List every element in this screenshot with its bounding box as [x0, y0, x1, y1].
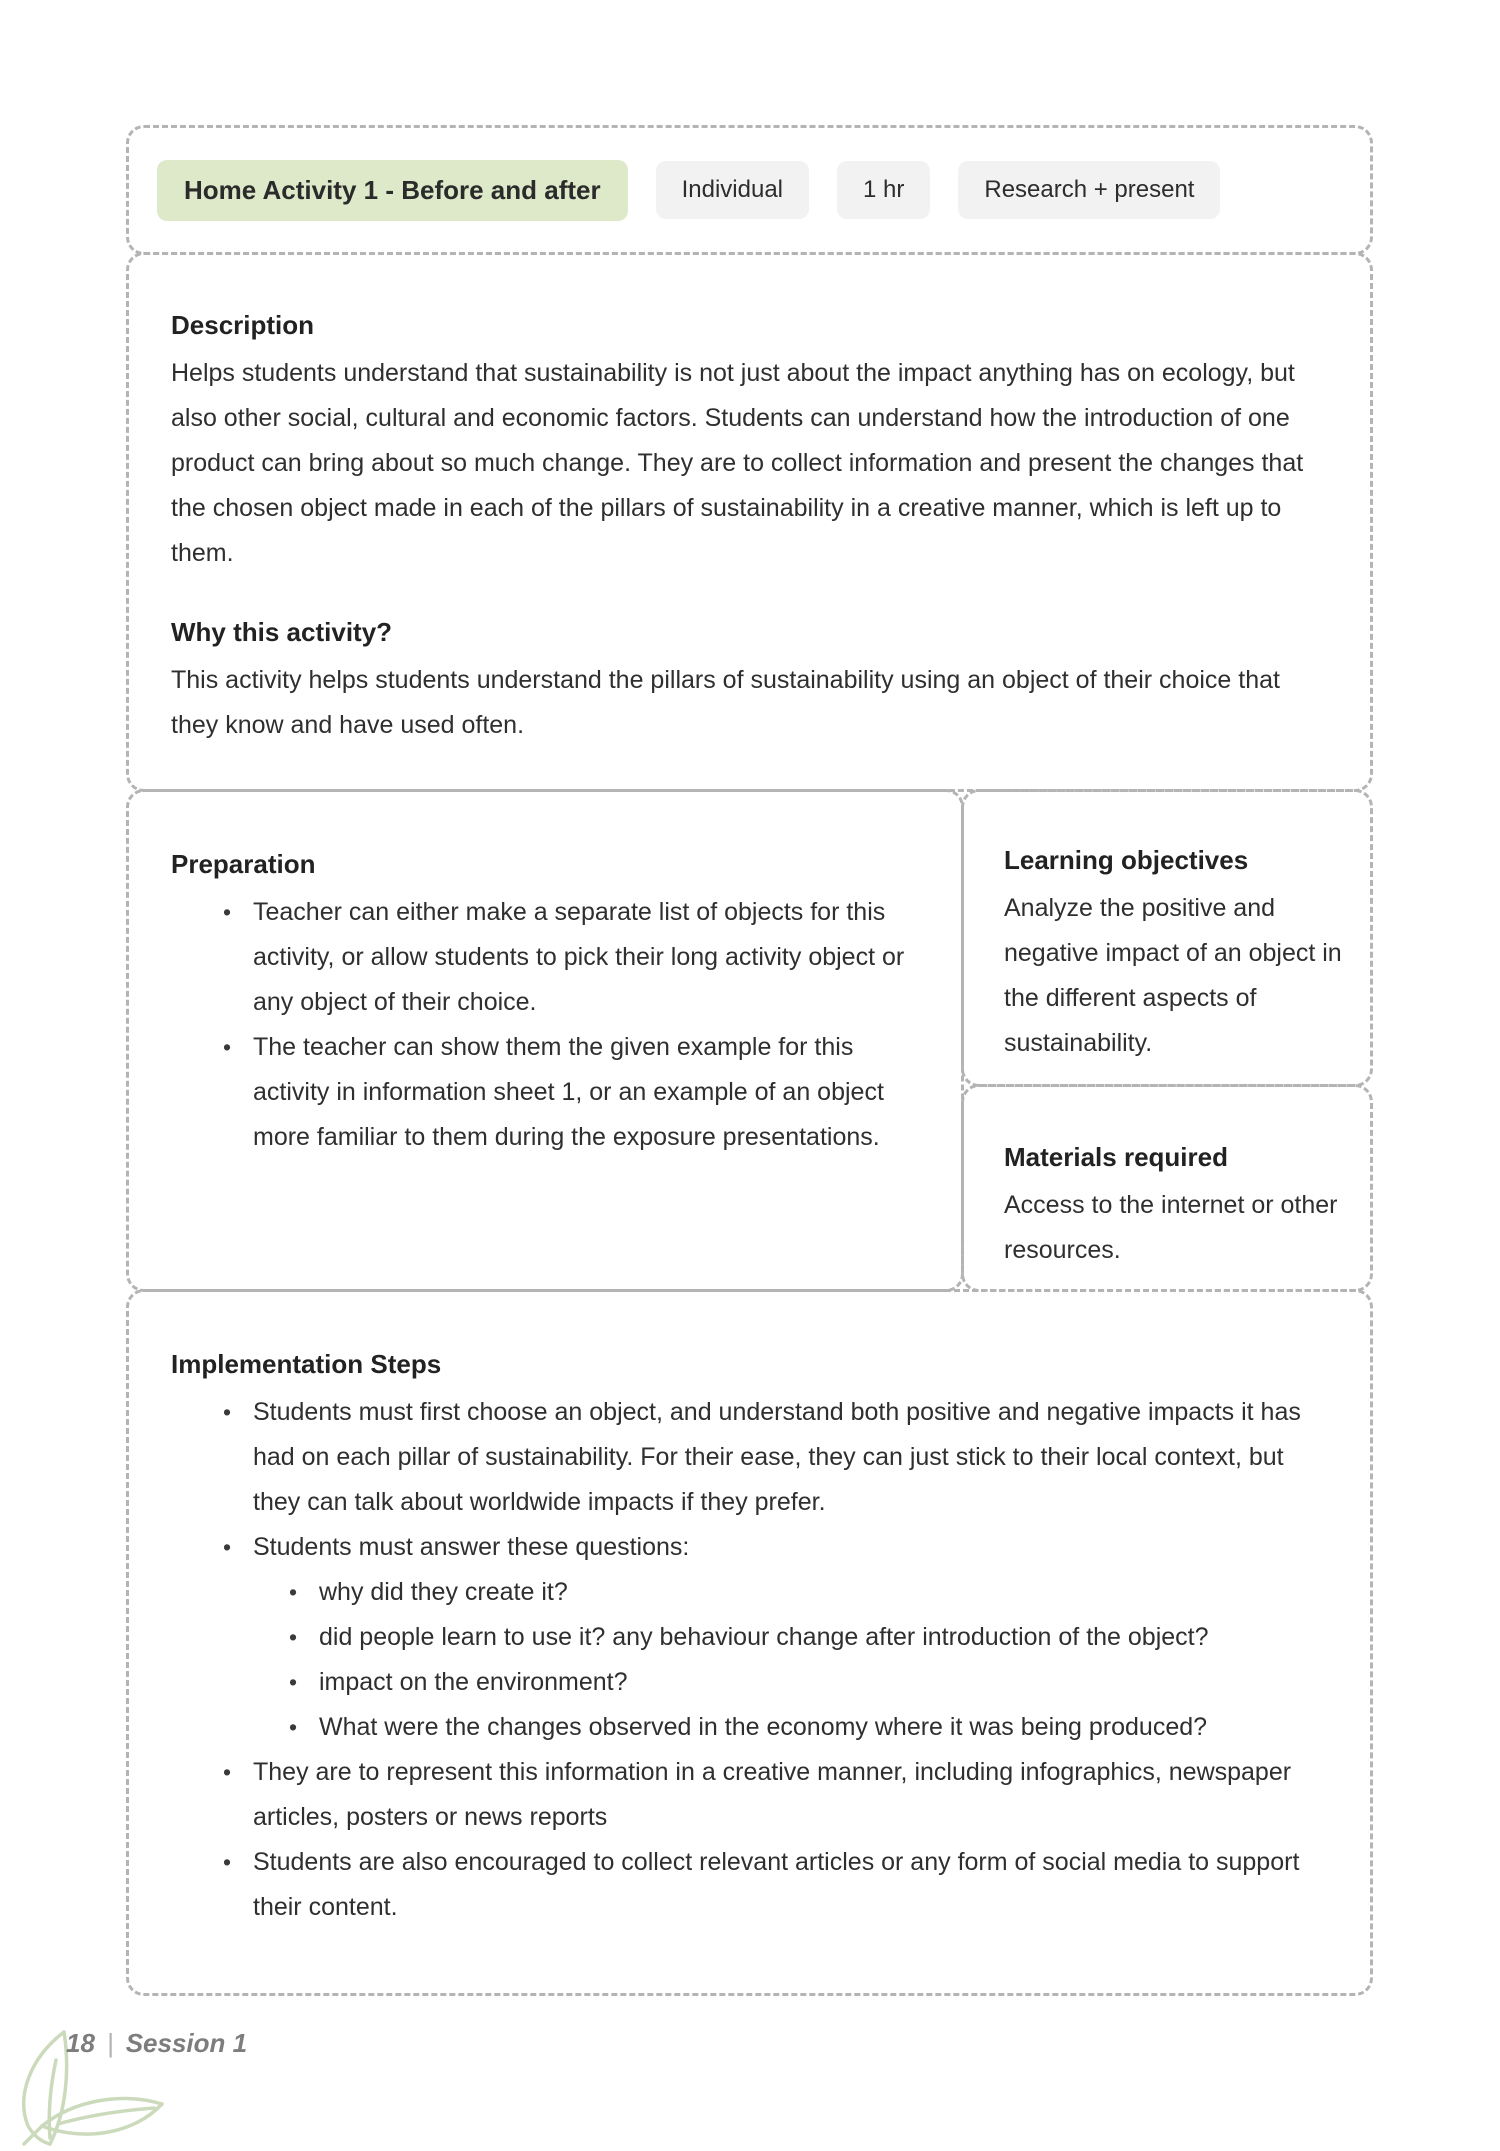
preparation-list	[171, 890, 931, 1160]
list-item: • What were the changes observed in the economy where it was being produced?	[275, 1705, 1330, 1750]
page-number: 18	[66, 2028, 95, 2058]
footer-separator: |	[106, 2028, 114, 2058]
list-item: • Students are also encouraged to collect relevant articles or any form of social media to support their content.	[209, 1840, 1330, 1930]
activity-title-pill: Home Activity 1 - Before and after	[157, 160, 628, 221]
session-label: Session 1	[125, 2028, 248, 2058]
list-item: • They are to represent this information in a creative manner, including infographics, newspaper articles, posters or news reports	[209, 1750, 1330, 1840]
implementation-list	[171, 1390, 1330, 1930]
tag-individual: Individual	[656, 161, 809, 219]
tag-duration: 1 hr	[837, 161, 930, 219]
list-item: • Teacher can either make a separate list of objects for this activity, or allow students to pick their long activity object or any object of their choice.	[209, 890, 931, 1025]
preparation-section	[126, 789, 964, 1292]
description-section	[126, 252, 1373, 792]
list-item: • impact on the environment?	[275, 1660, 1330, 1705]
why-activity-heading: Why this activity?	[171, 617, 393, 647]
list-item: • Students must first choose an object, and understand both positive and negative impacts it has had on each pillar of sustainability. For their ease, they can just stick to their local context, but they can talk about worldwide impacts if they prefer.	[209, 1390, 1330, 1525]
page-footer	[66, 2028, 247, 2059]
why-activity-body: This activity helps students understand the pillars of sustainability using an object of their choice that they know and have used often.	[171, 666, 1280, 739]
implementation-heading: Implementation Steps	[171, 1349, 442, 1379]
list-item	[209, 1525, 1330, 1750]
tag-activity-type: Research + present	[958, 161, 1220, 219]
list-item: • did people learn to use it? any behaviour change after introduction of the object?	[275, 1615, 1330, 1660]
learning-objectives-body: Analyze the positive and negative impact of an object in the different aspects of sustainability.	[1004, 894, 1342, 1057]
list-item: • The teacher can show them the given example for this activity in information sheet 1, or an example of an object more familiar to them during the exposure presentations.	[209, 1025, 931, 1160]
list-item: • why did they create it?	[275, 1570, 1330, 1615]
materials-section	[961, 1084, 1373, 1292]
learning-objectives-heading: Learning objectives	[1004, 845, 1249, 875]
preparation-heading: Preparation	[171, 849, 316, 879]
learning-objectives-section	[961, 789, 1373, 1087]
materials-body: Access to the internet or other resources.	[1004, 1191, 1338, 1264]
description-body: Helps students understand that sustainability is not just about the impact anything has on ecology, but also other social, cultural and economic factors. Students can understand how the introduction of one product can bring about so much change. They are to collect information and present the changes that the chosen object made in each of the pillars of sustainability in a creative manner, which is left up to them.	[171, 359, 1304, 567]
activity-header-box	[126, 125, 1373, 255]
list-item-text: Students must answer these questions:	[253, 1533, 690, 1561]
materials-heading: Materials required	[1004, 1142, 1228, 1172]
description-heading: Description	[171, 310, 315, 340]
implementation-section	[126, 1289, 1373, 1996]
implementation-sublist	[253, 1570, 1330, 1750]
